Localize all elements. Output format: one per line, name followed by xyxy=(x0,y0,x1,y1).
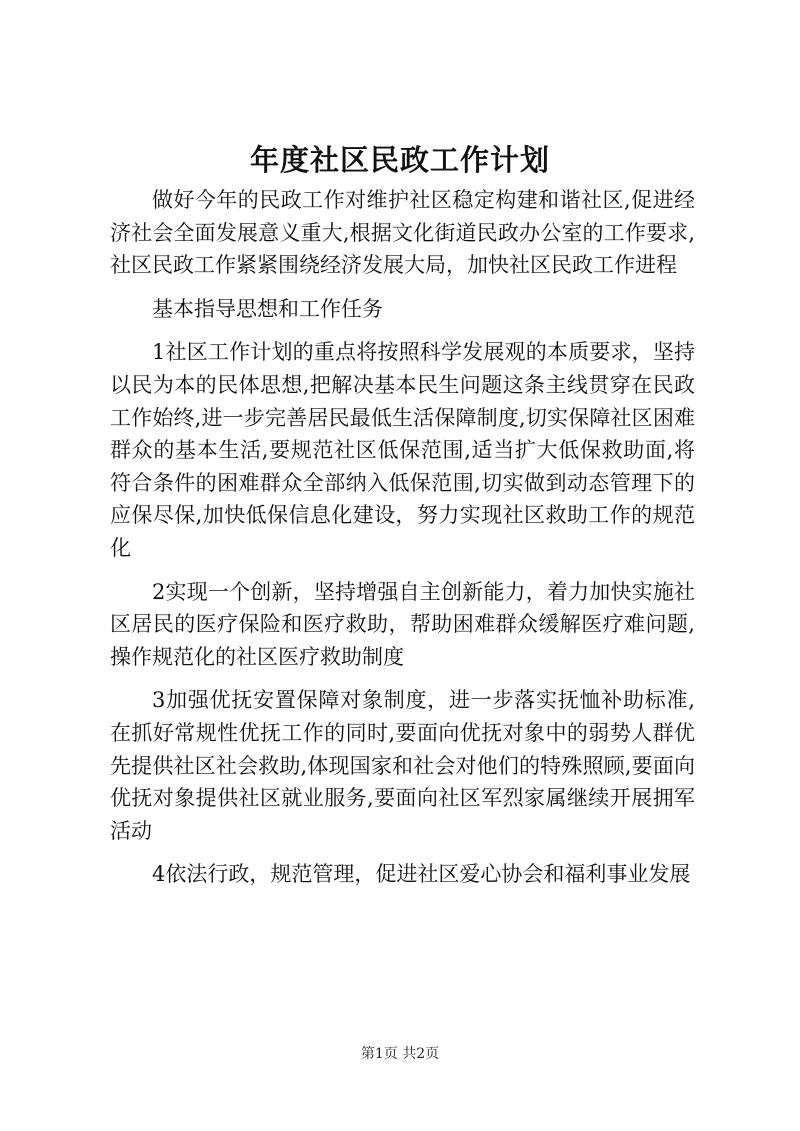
paragraph-item-2: 2实现一个创新，坚持增强自主创新能力，着力加快实施社区居民的医疗保险和医疗救助，帮助困难群众缓解医疗难问题,操作规范化的社区医疗救助制度 xyxy=(110,579,695,669)
paragraph-section-heading: 基本指导思想和工作任务 xyxy=(152,296,383,321)
paragraph-item-4: 4依法行政，规范管理，促进社区爱心协会和福利事业发展 xyxy=(152,862,691,887)
paragraph-intro: 做好今年的民政工作对维护社区稳定构建和谐社区,促进经济社会全面发展意义重大,根据文化街道民政办公室的工作要求,社区民政工作紧紧围绕经济发展大局，加快社区民政工作进程 xyxy=(110,188,695,278)
paragraph-item-3: 3加强优抚安置保障对象制度，进一步落实抚恤补助标准,在抓好常规性优抚工作的同时,要面向优抚对象中的弱势人群优先提供社区社会救助,体现国家和社会对他们的特殊照顾,要面向优抚对象提供社区就业服务,要面向社区军烈家属继续开展拥军活动 xyxy=(110,688,695,843)
document-body xyxy=(110,184,695,891)
document-title: 年度社区民政工作计划 xyxy=(249,143,550,177)
page-footer: 第1页 共2页 xyxy=(360,1046,440,1062)
paragraph-item-1: 1社区工作计划的重点将按照科学发展观的本质要求，坚持以民为本的民体思想,把解决基本民生问题这条主线贯穿在民政工作始终,进一步完善居民最低生活保障制度,切实保障社区困难群众的基本生活,要规范社区低保范围,适当扩大低保救助面,将符合条件的困难群众全部纳入低保范围,切实做到动态管理下的应保尽保,加快低保信息化建设，努力实现社区救助工作的规范化 xyxy=(110,340,695,560)
